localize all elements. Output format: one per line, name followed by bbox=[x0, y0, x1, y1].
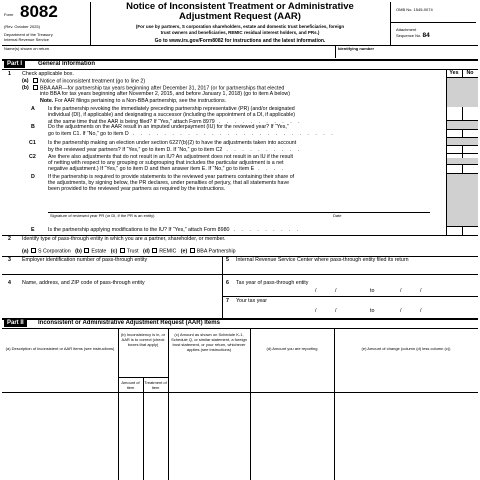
line7-text: Your tax year bbox=[236, 298, 268, 304]
entity-e-text: BBA Partnership bbox=[196, 248, 236, 255]
part1-label: Part I bbox=[4, 60, 25, 68]
irs-center-field[interactable] bbox=[224, 264, 477, 274]
omb-number: OMB No. 1545-0074 bbox=[396, 7, 433, 12]
inconsistent-treatment-checkbox[interactable] bbox=[33, 78, 38, 83]
item-b-line1: Do the adjustments on the AAR result in an imputed underpayment (IU) for the reviewed year? If “Yes,” bbox=[48, 124, 289, 130]
identifying-number-field[interactable] bbox=[337, 51, 477, 57]
line4-number: 4 bbox=[8, 280, 11, 286]
note-label: Note. bbox=[40, 98, 54, 104]
line6-text: Tax year of pass-through entity bbox=[236, 280, 309, 286]
name-field-label: Name(s) shown on return bbox=[4, 46, 50, 51]
form-title-line2: Adjustment Request (AAR) bbox=[179, 11, 301, 22]
part1-title: General Information bbox=[38, 61, 96, 67]
trust-checkbox[interactable] bbox=[120, 248, 125, 253]
col-b1-header: Amount of item bbox=[121, 380, 140, 390]
item-b-yes-cell[interactable] bbox=[447, 130, 462, 137]
form-label: Form bbox=[4, 12, 14, 17]
col-a-header: (a) Description of inconsistent or AAR items (see instructions) bbox=[5, 346, 115, 351]
amount-shown-cell[interactable] bbox=[169, 393, 249, 479]
department-label: Department of the Treasury bbox=[4, 32, 53, 37]
name-field[interactable] bbox=[3, 51, 335, 57]
shaded-cell bbox=[447, 138, 478, 145]
item-c1-line1: Is the partnership making an election under section 6227(b)(2) to have the adjustments taken into account bbox=[48, 140, 297, 146]
amount-of-item-cell[interactable] bbox=[119, 393, 142, 479]
line1a-text: Notice of inconsistent treatment (go to line 2) bbox=[40, 78, 146, 85]
note-line bbox=[40, 98, 226, 104]
entity-b-label: (b) bbox=[75, 248, 82, 255]
item-a-no-cell[interactable] bbox=[463, 107, 478, 120]
item-c2-line1: Are there also adjustments that do not result in an IU? An adjustment does not result in an IU if the result bbox=[48, 154, 293, 160]
sequence-label: Sequence No. 84 bbox=[396, 32, 430, 39]
entity-b-text: Estate bbox=[91, 248, 107, 255]
signature-date-field[interactable] bbox=[330, 198, 430, 212]
item-d-line1: If the partnership is required to provide statements to the reviewed year partners containing their share of bbox=[48, 174, 295, 180]
item-c2-line3: negative adjustment.) If “Yes,” go to item D and then answer item E. If “No,” go to item E . . . . bbox=[48, 166, 286, 172]
identifying-number-label: Identifying number bbox=[338, 46, 374, 51]
shaded-cell bbox=[447, 78, 478, 107]
line4-text: Name, address, and ZIP code of pass-through entity bbox=[22, 280, 145, 286]
item-c2-yes-cell[interactable] bbox=[447, 165, 462, 173]
line7-number: 7 bbox=[226, 298, 229, 304]
shaded-cell bbox=[447, 174, 478, 226]
item-c1-letter: C1 bbox=[29, 140, 36, 146]
item-a-yes-cell[interactable] bbox=[447, 107, 462, 120]
items-description-cell[interactable] bbox=[3, 393, 117, 479]
form-subtitle-line2: trust owners and beneficiaries, REMIC residual interest holders, and PRs.) bbox=[160, 30, 320, 35]
col-e-header: (e) Amount of change (column (d) less column (c)) bbox=[361, 346, 451, 351]
line1a-label: (a) bbox=[22, 78, 29, 84]
col-b-header: (b) Inconsistency is in, or AAR is to correct (check boxes that apply) bbox=[120, 332, 166, 347]
col-b2-header: Treatment of item bbox=[144, 380, 167, 390]
item-e-no-cell[interactable] bbox=[463, 227, 478, 234]
line2-number: 2 bbox=[8, 236, 11, 242]
entity-d-label: (d) bbox=[143, 248, 150, 255]
attachment-label: Attachment bbox=[396, 27, 417, 32]
item-a-line2: individual (DI), if applicable) and designating a successor (including the appointment of a DI, if applicable) bbox=[48, 112, 296, 118]
note-text: For AAR filings pertaining to a Non-BBA partnership, see the instructions. bbox=[54, 98, 227, 104]
shaded-cell bbox=[447, 121, 478, 129]
yes-column-header: Yes bbox=[449, 70, 459, 76]
line5-text: Internal Revenue Service Center where pass-through entity filed its return bbox=[236, 257, 409, 263]
item-b-letter: B bbox=[31, 124, 35, 130]
revision-date: (Rev. October 2025) bbox=[4, 24, 40, 29]
item-c2-no-cell[interactable] bbox=[463, 165, 478, 173]
entity-c-text: Trust bbox=[126, 248, 139, 255]
item-e-yes-cell[interactable] bbox=[447, 227, 462, 234]
form-number: 8082 bbox=[20, 2, 58, 21]
item-d-line3: been provided to the reviewed year partners as required by the instructions. bbox=[48, 186, 226, 192]
remic-checkbox[interactable] bbox=[152, 248, 157, 253]
entity-a-label: (a) bbox=[22, 248, 29, 255]
line1a-row bbox=[32, 78, 145, 85]
item-c1-no-cell[interactable] bbox=[463, 146, 478, 153]
entity-e-label: (e) bbox=[180, 248, 188, 255]
form-subtitle-line1: (For use by partners, S corporation shareholders, estate and domestic trust beneficiaries, foreign bbox=[135, 24, 345, 29]
line1b-text-1: BBA AAR—for partnership tax years beginning after December 31, 2017 (or for partnerships that elected bbox=[40, 85, 285, 92]
item-c1-yes-cell[interactable] bbox=[447, 146, 462, 153]
form-title-line1: Notice of Inconsistent Treatment or Administrative bbox=[126, 1, 354, 12]
part2-label: Part II bbox=[4, 319, 27, 327]
line1b-text-2: into BBA for tax years beginning after November 2, 2015, and before January 1, 2018) (go to item A below) bbox=[40, 91, 290, 97]
sequence-number: 84 bbox=[422, 32, 430, 39]
irs-label: Internal Revenue Service bbox=[4, 37, 49, 42]
treatment-of-item-cell[interactable] bbox=[144, 393, 167, 479]
item-c2-letter: C2 bbox=[29, 154, 36, 160]
signature-label: Signature of reviewed year PR (or DI, if the PR is an entity) bbox=[50, 213, 155, 218]
line5-number: 5 bbox=[226, 257, 229, 263]
no-column-header: No bbox=[466, 70, 474, 76]
item-b-line2: go to item C1. If “No,” go to item D . . . . . . . . . . . . . . . . . . . . . . . . . . bbox=[48, 131, 336, 137]
pr-signature-field[interactable] bbox=[48, 198, 328, 212]
line3-text: Employer identification number of pass-through entity bbox=[22, 257, 148, 263]
item-a-letter: A bbox=[31, 106, 35, 112]
line6-number: 6 bbox=[226, 280, 229, 286]
item-d-line2: the adjustments, by signing below, the PR declares, under penalties of perjury, that all statements have bbox=[48, 180, 290, 186]
item-a-line3: at the same time that the AAR is being filed? If “Yes,” attach Form 8979 . . . . . . . . . . . bbox=[48, 119, 303, 125]
item-b-no-cell[interactable] bbox=[463, 130, 478, 137]
s-corporation-checkbox[interactable] bbox=[31, 248, 36, 253]
item-e-line: Is the partnership applying modifications to the IU? If “Yes,” attach Form 8980 . . . . . . . . . bbox=[48, 227, 301, 233]
line1-text: Check applicable box. bbox=[22, 71, 74, 77]
entity-a-text: S Corporation bbox=[37, 248, 71, 255]
instructions-link[interactable]: Go to www.irs.gov/Form8082 for instructions and the latest information. bbox=[154, 38, 326, 44]
amount-reporting-cell[interactable] bbox=[251, 393, 333, 479]
bba-partnership-checkbox[interactable] bbox=[190, 248, 195, 253]
amount-change-cell[interactable] bbox=[335, 393, 477, 479]
entity-type-row bbox=[22, 248, 236, 255]
item-c2-line2: of netting with respect to any grouping or subgrouping that includes the particular adjustment is a net bbox=[48, 160, 284, 166]
ein-field[interactable] bbox=[3, 264, 221, 274]
item-a-line1: Is the partnership revoking the immediately preceding partnership representative (PR) (and/or designated bbox=[48, 106, 295, 112]
line1b-label: (b) bbox=[22, 85, 29, 91]
entity-tax-year-field[interactable]: / / to / / bbox=[315, 288, 422, 294]
estate-checkbox[interactable] bbox=[84, 248, 89, 253]
line2-text: Identify type of pass-through entity in which you are a partner, shareholder, or member. bbox=[22, 236, 226, 242]
your-tax-year-field[interactable]: / / to / / bbox=[315, 308, 422, 314]
col-c-header: (c) Amount as shown on Schedule K-1, Schedule Q, or similar statement, a foreign trust statement, or your return, whichever applies (see instructions) bbox=[171, 332, 247, 352]
line3-number: 3 bbox=[8, 257, 11, 263]
col-d-header: (d) Amount you are reporting bbox=[266, 346, 318, 351]
item-d-letter: D bbox=[31, 174, 35, 180]
item-c1-line2: by the reviewed year partners? If “Yes,” go to item D. If “No,” go to item C2 . . . . . . . . . . bbox=[48, 147, 302, 153]
line1-number: 1 bbox=[8, 71, 11, 77]
bba-aar-checkbox[interactable] bbox=[33, 85, 38, 90]
entity-address-field[interactable] bbox=[3, 287, 221, 317]
item-e-letter: E bbox=[31, 227, 35, 233]
date-label: Date bbox=[333, 213, 342, 218]
part2-title: Inconsistent or Administrative Adjustment Request (AAR) Items bbox=[38, 320, 220, 326]
entity-c-label: (c) bbox=[110, 248, 118, 255]
entity-d-text: REMIC bbox=[159, 248, 177, 255]
